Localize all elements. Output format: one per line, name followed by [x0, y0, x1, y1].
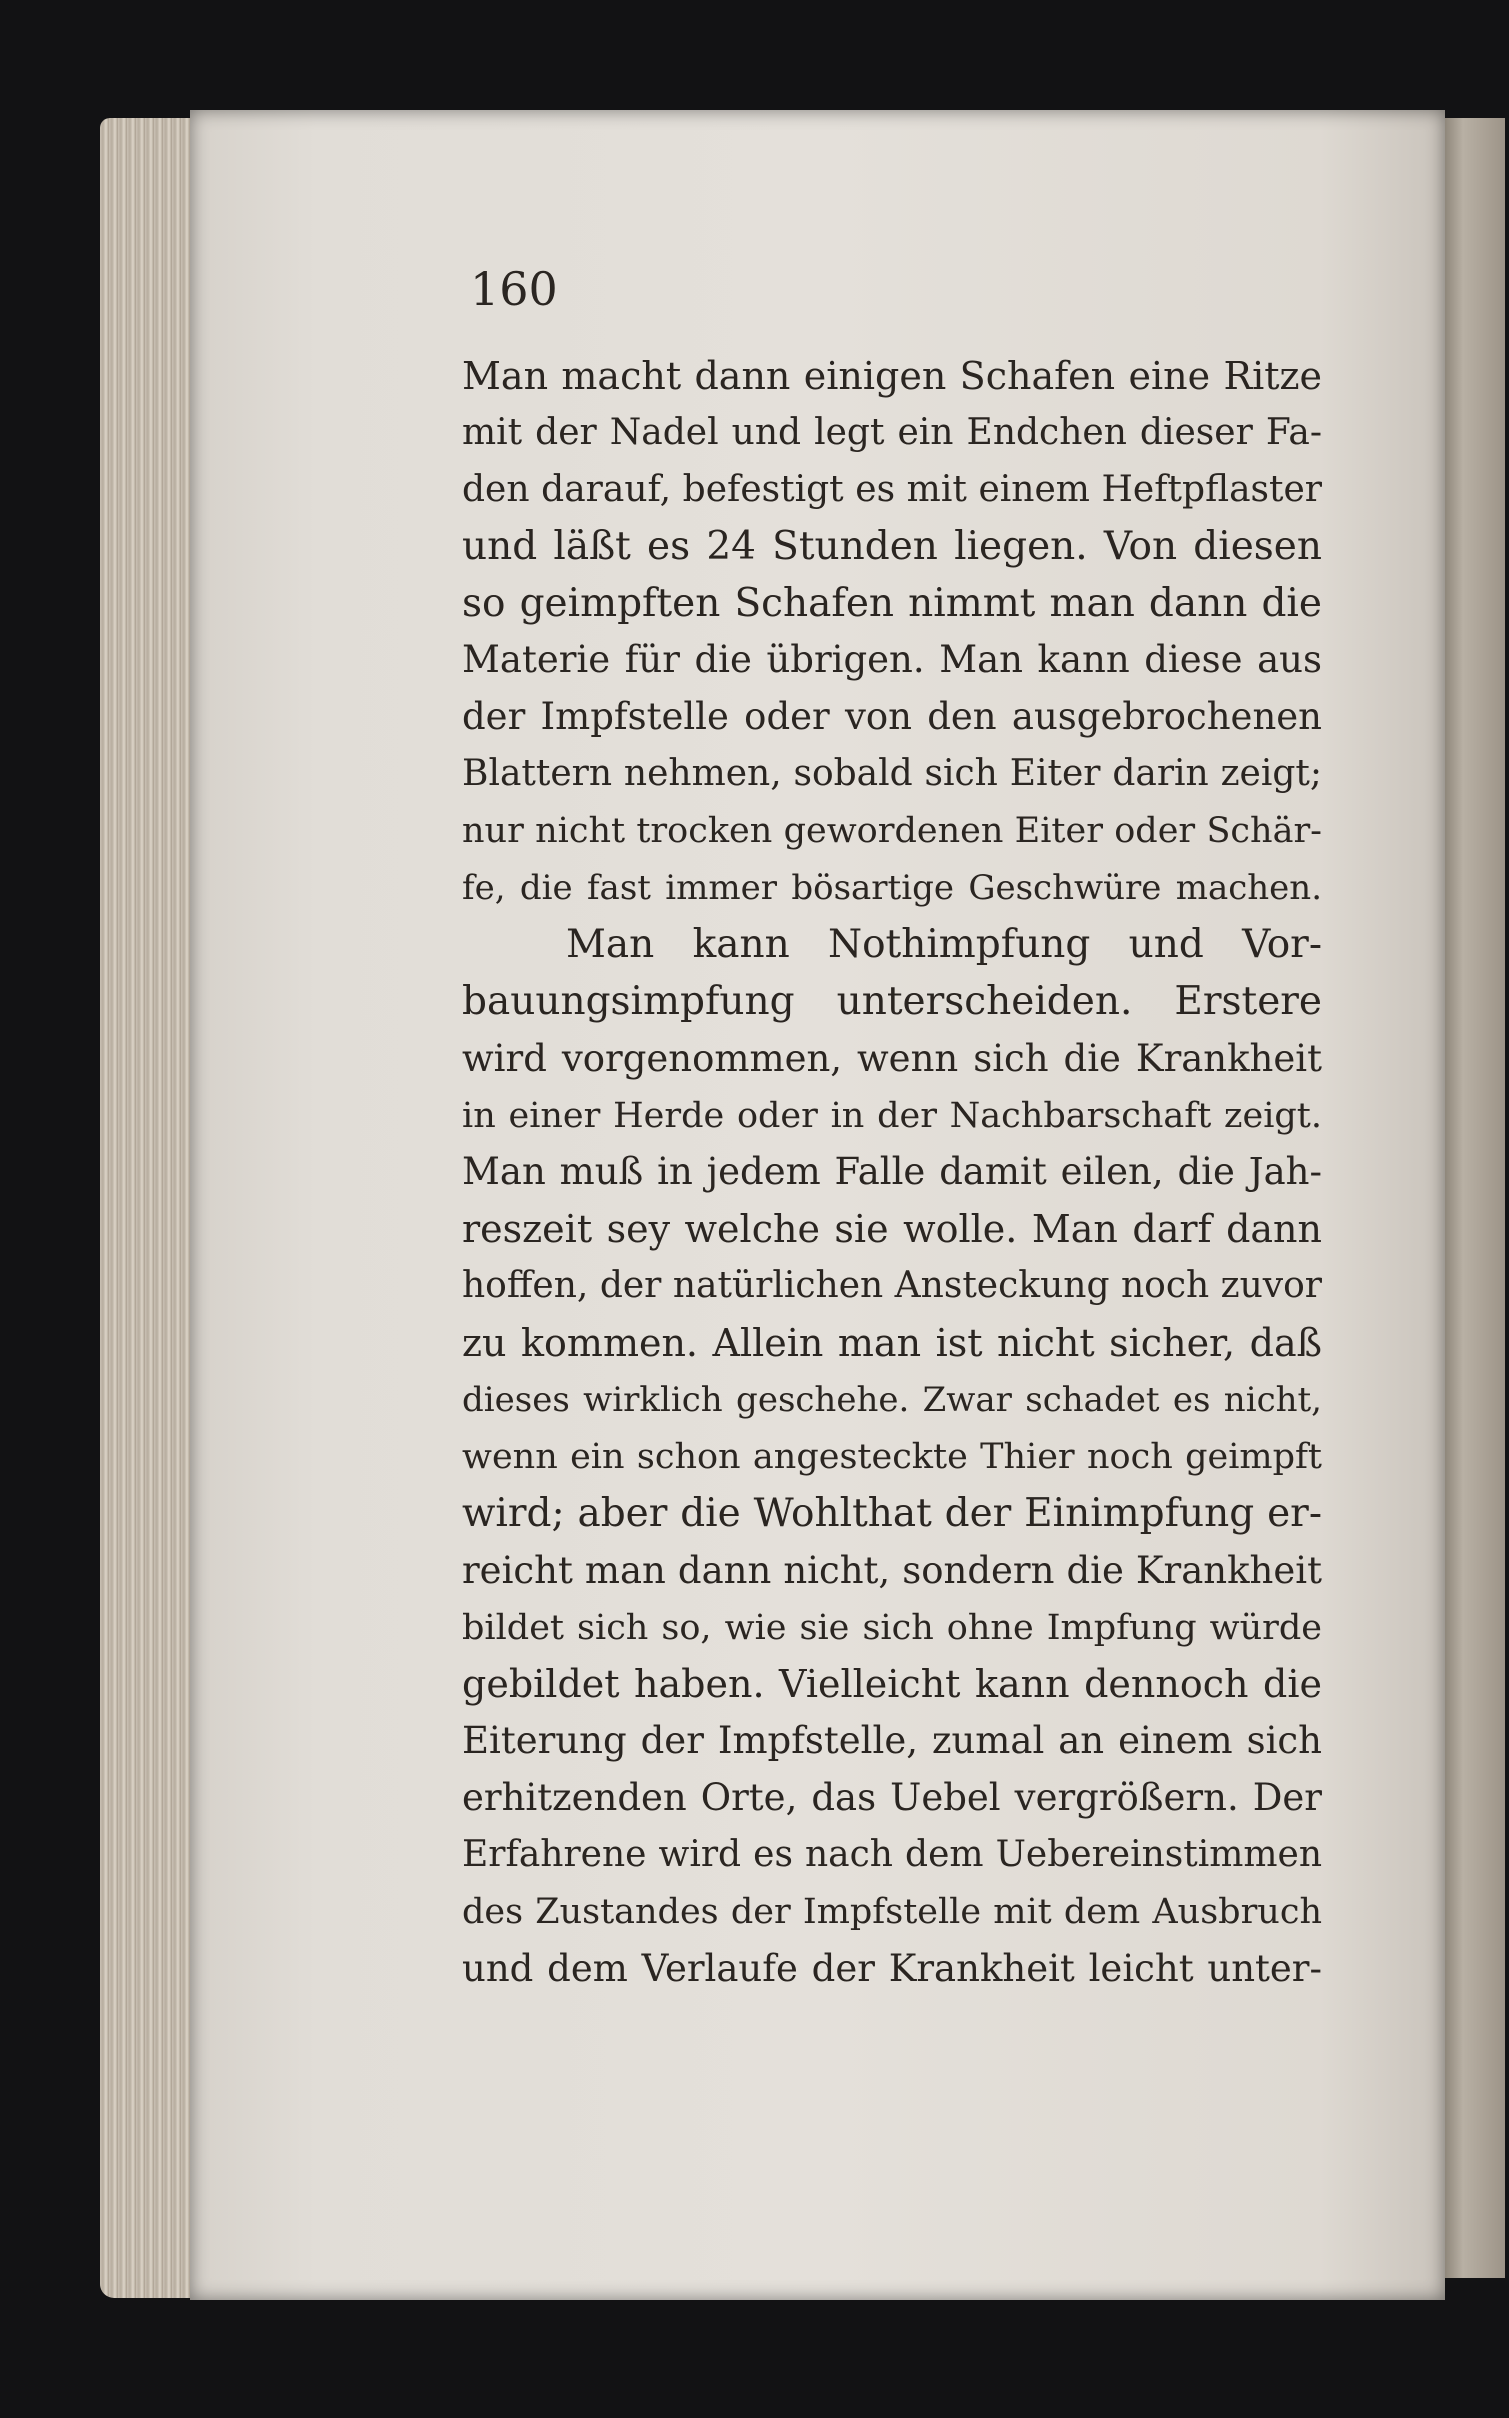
- text-line: der Impfstelle oder von den ausgebrochenen: [462, 695, 1322, 739]
- text-line: dieses wirklich geschehe. Zwar schadet es nicht,: [462, 1380, 1322, 1421]
- text-line: den darauf, befestigt es mit einem Heftpflaster: [462, 468, 1322, 510]
- text-line: wird vorgenommen, wenn sich die Krankheit: [462, 1036, 1322, 1080]
- text-line: nur nicht trocken gewordenen Eiter oder Schär-: [462, 811, 1322, 852]
- facing-page-edge: [1445, 118, 1505, 2278]
- text-line: Materie für die übrigen. Man kann diese aus: [462, 638, 1322, 682]
- text-line: bildet sich so, wie sie sich ohne Impfung würde: [462, 1607, 1322, 1648]
- body-text: [462, 348, 1322, 1998]
- text-line: Eiterung der Impfstelle, zumal an einem sich: [462, 1719, 1322, 1763]
- text-line: in einer Herde oder in der Nachbarschaft zeigt.: [462, 1095, 1322, 1136]
- text-line: wenn ein schon angesteckte Thier noch geimpft: [462, 1436, 1322, 1477]
- text-line: mit der Nadel und legt ein Endchen dieser Fa-: [462, 411, 1322, 453]
- text-line: und dem Verlaufe der Krankheit leicht unter-: [462, 1946, 1322, 1990]
- text-line: bauungsimpfung unterscheiden. Erstere: [462, 978, 1322, 1024]
- text-line: fe, die fast immer bösartige Geschwüre machen.: [462, 868, 1322, 909]
- text-line: Man muß in jedem Falle damit eilen, die Jah-: [462, 1150, 1322, 1194]
- page-number: 160: [470, 262, 558, 316]
- text-line: erhitzenden Orte, das Uebel vergrößern. Der: [462, 1776, 1322, 1820]
- text-line: gebildet haben. Vielleicht kann dennoch die: [462, 1662, 1322, 1707]
- text-line: reszeit sey welche sie wolle. Man darf dann: [462, 1207, 1322, 1252]
- paragraph-start-line: Man kann Nothimpfung und Vor-: [566, 921, 1322, 967]
- text-line: des Zustandes der Impfstelle mit dem Ausbruch: [462, 1892, 1322, 1933]
- text-line: Blattern nehmen, sobald sich Eiter darin zeigt;: [462, 753, 1322, 795]
- text-line: und läßt es 24 Stunden liegen. Von diesen: [462, 523, 1322, 569]
- text-line: so geimpften Schafen nimmt man dann die: [462, 580, 1322, 626]
- text-line: hoffen, der natürlichen Ansteckung noch zuvor: [462, 1265, 1322, 1307]
- text-line: zu kommen. Allein man ist nicht sicher, daß: [462, 1321, 1322, 1366]
- text-line: wird; aber die Wohlthat der Einimpfung er-: [462, 1490, 1322, 1536]
- text-line: Man macht dann einigen Schafen eine Ritze: [462, 354, 1322, 398]
- text-line: Erfahrene wird es nach dem Uebereinstimmen: [462, 1834, 1322, 1876]
- text-line: reicht man dann nicht, sondern die Krankheit: [462, 1548, 1322, 1592]
